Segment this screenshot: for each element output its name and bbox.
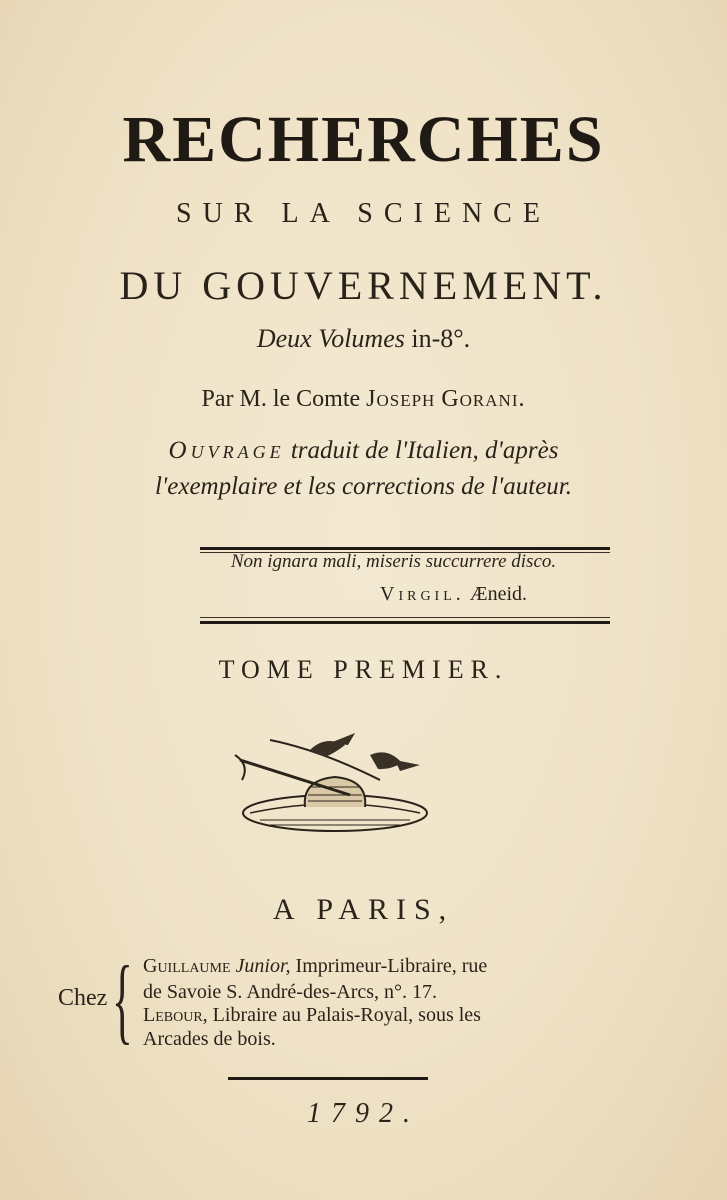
translation-line-1-rest: traduit de l'Italien, d'après — [290, 437, 559, 464]
author-last-name: Gorani. — [441, 386, 526, 412]
vignette-ornament-icon — [230, 725, 440, 845]
epigraph-work: Æneid. — [469, 583, 527, 605]
imprint-bookseller-name: Lebour, — [143, 1004, 208, 1026]
imprint-line-3 — [143, 1004, 481, 1027]
year-rule — [228, 1077, 428, 1080]
place-of-publication: A PARIS, — [272, 893, 455, 926]
subtitle-line-2: DU GOUVERNEMENT. — [119, 263, 608, 308]
translation-line-2: l'exemplaire et les corrections de l'auteur. — [154, 473, 573, 500]
top-rule — [200, 547, 610, 550]
publication-year: 1792. — [307, 1098, 420, 1129]
translation-line-1 — [0, 437, 727, 465]
volume-format: in-8°. — [411, 324, 471, 353]
imprint-line-1 — [143, 955, 487, 978]
imprint-bookseller-address: Libraire au Palais-Royal, sous les — [212, 1004, 481, 1026]
imprint-printer-title: Imprimeur-Libraire, rue — [295, 955, 488, 977]
bottom-rule — [200, 621, 610, 624]
book-title: RECHERCHES — [122, 103, 605, 176]
author-prefix: Par M. le Comte — [201, 386, 361, 412]
brace-icon: { — [112, 946, 133, 1053]
author-line — [0, 386, 727, 413]
imprint-printer-name: Guillaume — [143, 955, 231, 977]
translation-word: Ouvrage — [168, 437, 285, 464]
author-first-name: Joseph — [366, 386, 436, 412]
tome-label: TOME PREMIER. — [218, 655, 509, 684]
epigraph-source — [90, 583, 727, 606]
imprint-chez: Chez — [58, 985, 108, 1011]
epigraph-author: Virgil. — [380, 583, 465, 605]
bottom-rule-thin — [200, 617, 610, 618]
imprint-line-2: de Savoie S. André-des-Arcs, n°. 17. — [143, 981, 438, 1003]
volume-info — [0, 324, 727, 354]
imprint-printer-suffix: Junior, — [235, 955, 291, 977]
volume-count: Deux Volumes — [256, 324, 405, 353]
subtitle-line-1: SUR LA SCIENCE — [176, 198, 551, 229]
imprint-line-4: Arcades de bois. — [143, 1028, 276, 1050]
epigraph-quote: Non ignara mali, miseris succurrere disco. — [230, 551, 557, 572]
